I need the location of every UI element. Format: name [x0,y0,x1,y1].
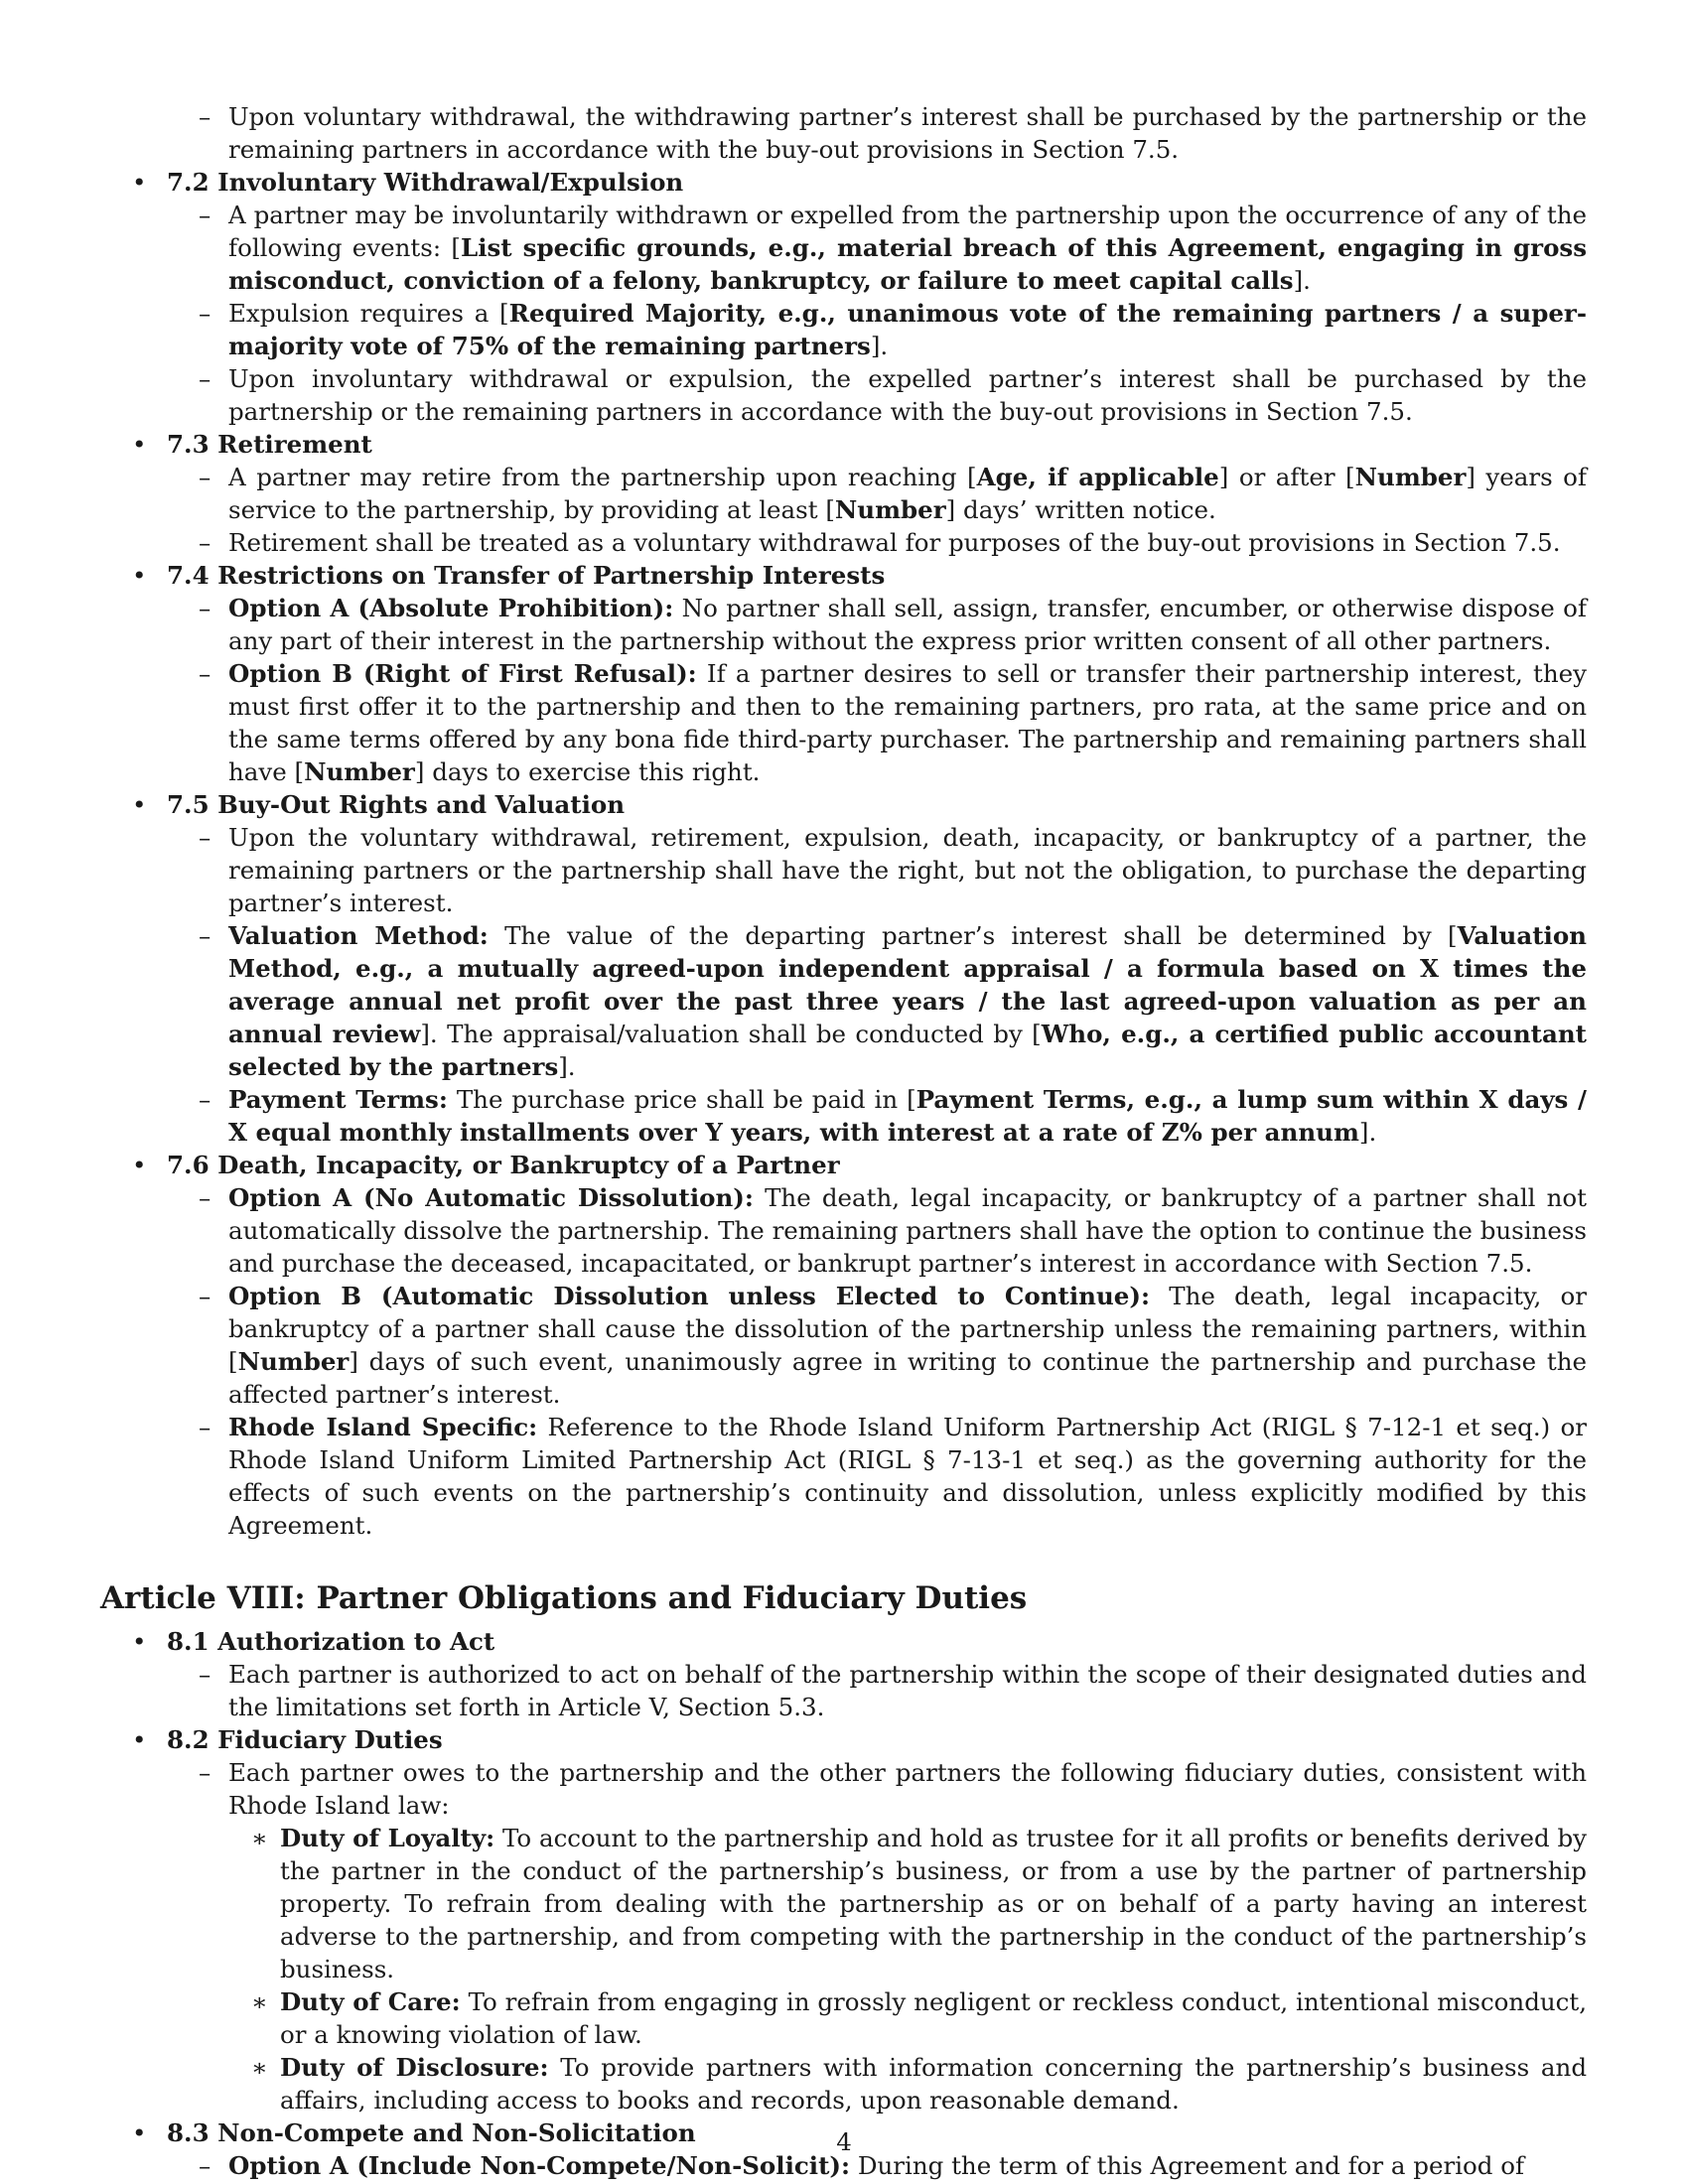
item-text: ] days of such event, unanimously agree in writing to continue the partnership and purchase the affected partner’s interest. [228,1347,1587,1409]
list-item [100,919,1587,1083]
item-text: ]. [870,332,889,360]
bullet-marker: • [132,1151,147,1179]
option-label: Valuation Method: [228,921,489,950]
bullet-marker: • [132,1725,147,1754]
page-number: 4 [836,2127,852,2156]
option-label: Option B (Right of First Refusal): [228,659,697,688]
dash-marker: – [199,299,211,328]
item-text: During the term of this Agreement and for a period of [850,2151,1525,2180]
placeholder-text: Who, e.g., a certified public accountant selected by the partners [228,1020,1587,1081]
list-item [100,1280,1587,1411]
duty-label: Duty of Disclosure: [280,2053,549,2082]
section-7-5 [100,788,1587,821]
section-heading: 8.2 Fiduciary Duties [167,1725,443,1754]
option-label: Option A (Absolute Prohibition): [228,594,674,622]
section-list [100,100,1587,1542]
star-marker: ∗ [251,1824,268,1852]
section-list [100,1625,1587,2182]
duty-item [100,1985,1587,2051]
list-item [100,1411,1587,1542]
dash-marker: – [199,2151,211,2180]
item-text: Upon the voluntary withdrawal, retirement, expulsion, death, incapacity, or bankruptcy of a partner, the remaining partners or the partnership shall have the right, but not the obligation, to purchase the departing partner’s interest. [228,823,1587,917]
placeholder-text: List specific grounds, e.g., material breach of this Agreement, engaging in gross misconduct, conviction of a felony, bankruptcy, or failure to meet capital calls [228,233,1587,295]
item-text: ]. [1293,266,1311,295]
section-heading: 7.5 Buy-Out Rights and Valuation [167,790,626,819]
item-text: To account to the partnership and hold as trustee for it all profits or benefits derived by the partner in the conduct of the partnership’s business, or from a use by the partner of partnership property. To refrain from dealing with the partnership as or on behalf of a party having an interest adverse to the partnership, and from competing with the partnership in the conduct of the partnership’s business. [280,1824,1587,1983]
section-heading: 7.2 Involuntary Withdrawal/Expulsion [167,168,684,197]
list-item [100,297,1587,362]
section-7-6 [100,1149,1587,1181]
bullet-marker: • [132,561,147,590]
dash-marker: – [199,364,211,393]
list-item [100,199,1587,297]
item-text: ] days’ written notice. [945,495,1216,524]
section-8-1 [100,1625,1587,1658]
dash-marker: – [199,921,211,950]
item-text: The death, legal incapacity, or bankruptcy of a partner shall not automatically dissolve the partnership. The remaining partners shall have the option to continue the business and purchase the deceased, incapacitated, or bankrupt partner’s interest in accordance with Section 7.5. [228,1183,1587,1278]
list-item [100,821,1587,919]
item-text: Retirement shall be treated as a voluntary withdrawal for purposes of the buy-out provisions in Section 7.5. [228,528,1561,557]
list-item [100,592,1587,657]
dash-marker: – [199,1085,211,1114]
dash-marker: – [199,1660,211,1689]
star-marker: ∗ [251,1987,268,2016]
section-8-2 [100,1723,1587,1756]
option-label: Option B (Automatic Dissolution unless Elected to Continue): [228,1282,1151,1310]
placeholder-text: Number [834,495,946,524]
item-text: The death, legal incapacity, or bankruptcy of a partner shall cause the dissolution of the partnership unless the remaining partners, within [ [228,1282,1587,1376]
item-text: The purchase price shall be paid in [ [447,1085,916,1114]
item-text: To refrain from engaging in grossly negligent or reckless conduct, intentional misconduct, or a knowing violation of law. [280,1987,1588,2049]
bullet-marker: • [132,2118,147,2147]
item-text: ]. The appraisal/valuation shall be conducted by [ [420,1020,1042,1048]
dash-marker: – [199,1758,211,1787]
dash-marker: – [199,102,211,131]
item-text: ]. [1358,1118,1377,1147]
dash-marker: – [199,594,211,622]
item-text: To provide partners with information concerning the partnership’s business and affairs, including access to books and records, upon reasonable demand. [280,2053,1587,2115]
item-text: A partner may retire from the partnership upon reaching [ [228,463,977,491]
item-text: Upon involuntary withdrawal or expulsion, the expelled partner’s interest shall be purchased by the partnership or the remaining partners in accordance with the buy-out provisions in Section 7.5. [228,364,1587,426]
option-label: Payment Terms: [228,1085,448,1114]
bullet-marker: • [132,168,147,197]
item-text: Upon voluntary withdrawal, the withdrawing partner’s interest shall be purchased by the partnership or the remaining partners in accordance with the buy-out provisions in Section 7.5. [228,102,1587,164]
section-7-3 [100,428,1587,461]
item-text: The value of the departing partner’s interest shall be determined by [ [488,921,1458,950]
placeholder-text: Required Majority, e.g., unanimous vote of the remaining partners / a super-majority vote of 75% of the remaining partners [228,299,1587,360]
list-item [100,657,1587,788]
dash-marker: – [199,659,211,688]
section-7-4 [100,559,1587,592]
section-heading: 8.3 Non-Compete and Non-Solicitation [167,2118,696,2147]
section-heading: 7.6 Death, Incapacity, or Bankruptcy of a Partner [167,1151,840,1179]
duty-item [100,1822,1587,1985]
item-text: If a partner desires to sell or transfer their partnership interest, they must first offer it to the partnership and then to the remaining partners, pro rata, at the same price and on the same terms offered by any bona fide third-party purchaser. The partnership and remaining partners shall have [ [228,659,1587,786]
item-text: Expulsion requires a [ [228,299,509,328]
item-text: ]. [558,1052,576,1081]
list-item [100,100,1587,166]
section-7-2 [100,166,1587,199]
item-text: ] years of service to the partnership, by providing at least [ [228,463,1587,524]
item-text: No partner shall sell, assign, transfer, encumber, or otherwise dispose of any part of their interest in the partnership without the express prior written consent of all other partners. [228,594,1587,655]
section-heading: 7.3 Retirement [167,430,372,459]
placeholder-text: Age, if applicable [976,463,1219,491]
duty-label: Duty of Loyalty: [280,1824,495,1852]
option-label: Option A (Include Non-Compete/Non-Solicit): [228,2151,851,2180]
option-label: Rhode Island Specific: [228,1413,538,1441]
dash-marker: – [199,201,211,229]
article-heading: Article VIII: Partner Obligations and Fiduciary Duties [100,1580,1028,1616]
dash-marker: – [199,1282,211,1310]
duty-label: Duty of Care: [280,1987,461,2016]
item-text: A partner may be involuntarily withdrawn or expelled from the partnership upon the occurrence of any of the following events: [ [228,201,1587,262]
star-marker: ∗ [251,2053,268,2082]
placeholder-text: Number [237,1347,350,1376]
list-item [100,362,1587,428]
bullet-marker: • [132,430,147,459]
list-item [100,1083,1587,1149]
list-item [100,1658,1587,1723]
section-heading: 8.1 Authorization to Act [167,1627,495,1656]
dash-marker: – [199,1183,211,1212]
dash-marker: – [199,823,211,852]
option-label: Option A (No Automatic Dissolution): [228,1183,754,1212]
section-heading: 7.4 Restrictions on Transfer of Partnership Interests [167,561,886,590]
dash-marker: – [199,463,211,491]
placeholder-text: Number [304,757,415,786]
placeholder-text: Number [1354,463,1467,491]
item-text: Reference to the Rhode Island Uniform Partnership Act (RIGL § 7-12-1 et seq.) or Rhode Island Uniform Limited Partnership Act (RIGL § 7-13-1 et seq.) as the governing authority for the effects of such events on the partnership’s continuity and dissolution, unless explicitly modified by this Agreement. [228,1413,1587,1540]
placeholder-text: Valuation Method, e.g., a mutually agreed-upon independent appraisal / a formula based on X times the average annual net profit over the past three years / the last agreed-upon valuation as per an annual review [228,921,1587,1048]
list-item [100,461,1587,526]
duty-item [100,2051,1587,2116]
item-text: ] or after [ [1218,463,1355,491]
bullet-marker: • [132,1627,147,1656]
dash-marker: – [199,528,211,557]
bullet-marker: • [132,790,147,819]
list-item [100,526,1587,559]
list-item [100,1756,1587,1822]
dash-marker: – [199,1413,211,1441]
item-text: Each partner owes to the partnership and the other partners the following fiduciary duties, consistent with Rhode Island law: [228,1758,1587,1820]
list-item [100,1181,1587,1280]
placeholder-text: Payment Terms, e.g., a lump sum within X days / X equal monthly installments over Y years, with interest at a rate of Z% per annum [228,1085,1587,1147]
page-content [100,100,1587,2182]
item-text: Each partner is authorized to act on behalf of the partnership within the scope of their designated duties and the limitations set forth in Article V, Section 5.3. [228,1660,1587,1721]
item-text: ] days to exercise this right. [414,757,761,786]
